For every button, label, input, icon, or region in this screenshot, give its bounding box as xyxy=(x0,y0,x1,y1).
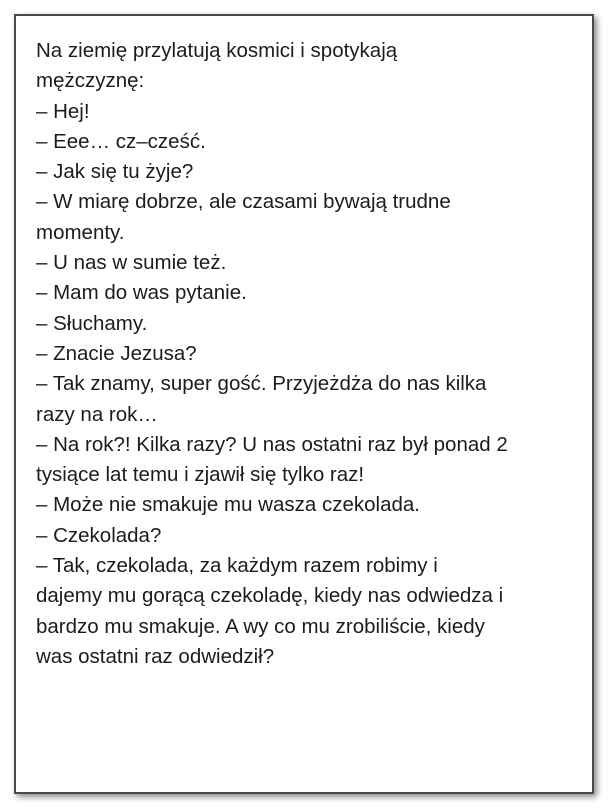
text-line: – Tak znamy, super gość. Przyjeżdża do nas kilka xyxy=(36,372,487,396)
text-line: was ostatni raz odwiedził? xyxy=(36,644,275,668)
text-line: – Czekolada? xyxy=(36,523,162,547)
text-line: – Może nie smakuje mu wasza czekolada. xyxy=(36,493,420,517)
text-line: – Tak, czekolada, za każdym razem robimy i xyxy=(36,554,438,578)
text-line: – Znacie Jezusa? xyxy=(36,341,197,365)
text-line: bardzo mu smakuje. A wy co mu zrobiliście, kiedy xyxy=(36,614,485,638)
text-line: – U nas w sumie też. xyxy=(36,251,227,275)
text-line: – W miarę dobrze, ale czasami bywają trudne xyxy=(36,190,451,214)
text-line: – Jak się tu żyje? xyxy=(36,160,194,184)
text-line: – Mam do was pytanie. xyxy=(36,281,247,305)
text-line: razy na rok… xyxy=(36,402,158,426)
text-line: mężczyznę: xyxy=(36,69,145,93)
joke-card xyxy=(14,14,594,794)
text-line: – Hej! xyxy=(36,99,90,123)
text-line: – Eee… cz–cześć. xyxy=(36,129,206,153)
text-line: dajemy mu gorącą czekoladę, kiedy nas odwiedza i xyxy=(36,584,504,608)
joke-text xyxy=(36,36,576,672)
text-line: – Na rok?! Kilka razy? U nas ostatni raz był ponad 2 xyxy=(36,432,508,456)
text-line: tysiące lat temu i zjawił się tylko raz! xyxy=(36,463,365,487)
text-line: – Słuchamy. xyxy=(36,311,148,335)
text-line: Na ziemię przylatują kosmici i spotykają xyxy=(36,39,398,62)
text-line: momenty. xyxy=(36,220,125,244)
